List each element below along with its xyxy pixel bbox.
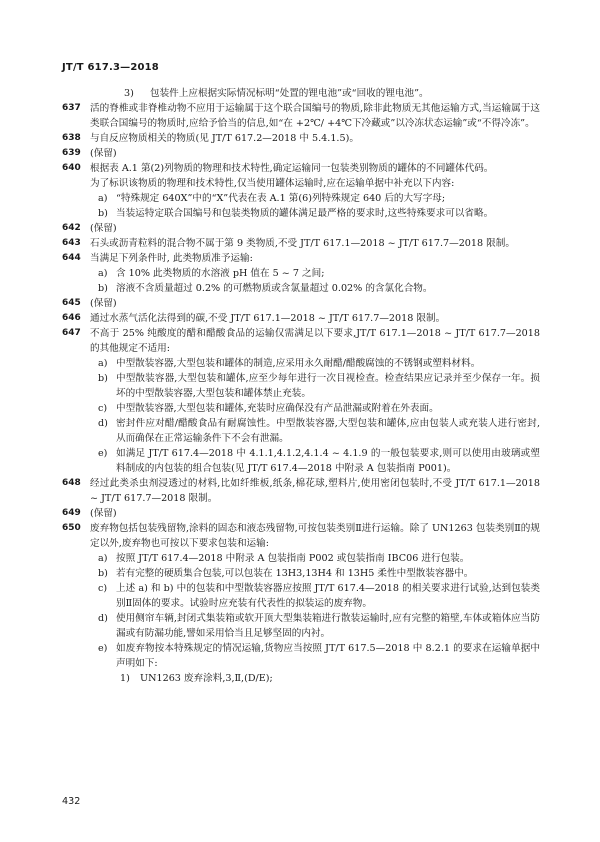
item-text: 溶液不含质量超过 0.2% 的可燃物质或含氯量超过 0.02% 的含氯化合物。 <box>116 283 433 294</box>
provision-text: 活的脊椎或非脊椎动物不应用于运输属于这个联合国编号的物质,除非此物质无其他运输方式,当运输属于这类联合国编号的物质时,应给予恰当的信息,如“在 +2℃/ +4℃下冷藏或”以冷冻状态运输”或“不得冷冻”。 <box>90 103 540 129</box>
provision-text: (保留) <box>90 298 117 309</box>
provision-643 <box>62 236 540 251</box>
provision-650 <box>62 521 540 551</box>
provision-text: 经过此类杀虫剂浸透过的材料,比如纤维板,纸条,棉花球,塑料片,使用密闭包装时,不受 JT/T 617.1—2018 ~ JT/T 617.7—2018 限制。 <box>90 478 540 504</box>
provision-text: 与自反应物质相关的物质(见 JT/T 617.2—2018 中 5.4.1.5)。 <box>90 133 359 144</box>
item-text: 按照 JT/T 617.4—2018 中附录 A 包装指南 P002 或包装指南 IBC06 进行包装。 <box>116 553 470 564</box>
provision-647-item-a <box>90 356 540 371</box>
provision-640 <box>62 161 540 176</box>
provision-644 <box>62 251 540 266</box>
item-label: d) <box>98 613 108 624</box>
provision-647 <box>62 326 540 356</box>
item-text: 中型散装容器,大型包装和罐体的制造,应采用永久耐醋/醋酸腐蚀的不锈钢或塑料材料。 <box>116 358 481 369</box>
provision-650-item-c <box>90 581 540 611</box>
provision-645 <box>62 296 540 311</box>
provision-647-item-b <box>90 371 540 401</box>
item-label: a) <box>98 358 108 369</box>
provision-650-item-b <box>90 566 540 581</box>
provision-text: 石头或沥青粒料的混合物不属于第 9 类物质,不受 JT/T 617.1—2018 ~ JT/T 617.7—2018 限制。 <box>90 238 515 249</box>
provision-650-item-e <box>90 641 540 671</box>
provision-644-item-a <box>90 266 540 281</box>
subitem-text: UN1263 废弃涂料,3,Ⅱ,(D/E); <box>140 673 273 684</box>
provision-640-item-b <box>90 206 540 221</box>
provision-text: 不高于 25% 纯酸度的醋和醋酸食品的运输仅需满足以下要求,JT/T 617.1—2018 ~ JT/T 617.7—2018 的其他规定不适用: <box>90 328 540 354</box>
item-label: c) <box>98 403 108 414</box>
provision-639 <box>62 146 540 161</box>
item-text: 若有完整的硬质集合包装,可以包装在 13H3,13H4 和 13H5 柔性中型散装容器中。 <box>116 568 474 579</box>
subitem-label: 1) <box>120 673 130 684</box>
item-label: a) <box>98 268 108 279</box>
item-label: b) <box>98 208 108 219</box>
provision-text: (保留) <box>90 148 117 159</box>
item-text: 中型散装容器,大型包装和罐体,充装时应确保没有产品泄漏或附着在外表面。 <box>116 403 439 414</box>
item-text: 如满足 JT/T 617.4—2018 中 4.1.1,4.1.2,4.1.4 ~ 4.1.9 的一般包装要求,则可以使用由玻璃或塑料制成的内包装的组合包装(见 JT/T 617.4—2018 中附录 A 包装指南 P001)。 <box>116 448 540 474</box>
provision-642 <box>62 221 540 236</box>
provision-number: 644 <box>62 253 81 263</box>
provision-650-item-d <box>90 611 540 641</box>
provision-647-item-c <box>90 401 540 416</box>
provision-number: 637 <box>62 103 81 113</box>
provision-number: 650 <box>62 523 81 533</box>
provision-number: 645 <box>62 298 81 308</box>
provision-text: 废弃物包括包装残留物,涂料的固态和液态残留物,可按包装类别Ⅱ进行运输。除了 UN1263 包装类别Ⅱ的规定以外,废弃物也可按以下要求包装和运输: <box>90 523 540 549</box>
provision-number: 646 <box>62 313 81 323</box>
item-label: b) <box>98 373 108 384</box>
item-label: c) <box>98 583 108 594</box>
provision-number: 638 <box>62 133 81 143</box>
provision-number: 642 <box>62 223 81 233</box>
item-label: a) <box>98 193 108 204</box>
provision-648 <box>62 476 540 506</box>
item-label: d) <box>98 418 108 429</box>
provision-text: (保留) <box>90 223 117 234</box>
provision-647-item-e <box>90 446 540 476</box>
provision-638 <box>62 131 540 146</box>
provision-number: 640 <box>62 163 81 173</box>
provision-640-item-a <box>90 191 540 206</box>
item-text: 当装运特定联合国编号和包装类物质的罐体满足最严格的要求时,这些特殊要求可以省略。 <box>116 208 494 219</box>
provision-text: 通过水蒸气活化法得到的碳,不受 JT/T 617.1—2018 ~ JT/T 617.7—2018 限制。 <box>90 313 446 324</box>
page-content <box>62 86 540 686</box>
provision-650-item-a <box>90 551 540 566</box>
provision-number: 649 <box>62 508 81 518</box>
provision-text: 根据表 A.1 第(2)列物质的物理和技术特性,确定运输同一包装类别物质的罐体的不同罐体代码。 <box>90 163 494 174</box>
provision-649 <box>62 506 540 521</box>
provision-number: 648 <box>62 478 81 488</box>
provision-646 <box>62 311 540 326</box>
page-number: 432 <box>62 796 81 807</box>
provision-text: (保留) <box>90 508 117 519</box>
provision-text: 当满足下列条件时, 此类物质准予运输: <box>90 253 253 264</box>
item-label: a) <box>98 553 108 564</box>
item-label: e) <box>98 643 108 654</box>
item-text: 中型散装容器,大型包装和罐体,应至少每年进行一次目视检查。检查结果应记录并至少保存一年。损坏的中型散装容器,大型包装和罐体禁止充装。 <box>116 373 540 399</box>
provision-644-item-b <box>90 281 540 296</box>
note-label: 3) <box>124 88 134 99</box>
item-text: 密封件应对醋/醋酸食品有耐腐蚀性。中型散装容器,大型包装和罐体,应由包装人或充装人进行密封,从而确保在正常运输条件下不会有泄漏。 <box>116 418 540 444</box>
item-text: 上述 a) 和 b) 中的包装和中型散装容器应按照 JT/T 617.4—2018 的相关要求进行试验,达到包装类别Ⅱ固体的要求。试验时应充装有代表性的拟装运的废弃物。 <box>116 583 540 609</box>
item-label: b) <box>98 568 108 579</box>
provision-number: 643 <box>62 238 81 248</box>
provision-637 <box>62 101 540 131</box>
note-text: 包装件上应根据实际情况标明“处置的锂电池”或“回收的锂电池”。 <box>150 88 429 99</box>
item-label: e) <box>98 448 108 459</box>
provision-640-paragraph: 为了标识该物质的物理和技术特性,仅当使用罐体运输时,应在运输单据中补充以下内容: <box>90 178 455 189</box>
provision-number: 639 <box>62 148 81 158</box>
provision-647-item-d <box>90 416 540 446</box>
item-text: 含 10% 此类物质的水溶液 pH 值在 5 ~ 7 之间; <box>116 268 325 279</box>
item-text: “特殊规定 640X”中的“X”代表在表 A.1 第(6)列特殊规定 640 后的大写字母; <box>116 193 446 204</box>
item-text: 如废弃物按本特殊规定的情况运输,货物应当按照 JT/T 617.5—2018 中 8.2.1 的要求在运输单据中声明如下: <box>116 643 540 669</box>
provision-number: 647 <box>62 328 81 338</box>
continued-note <box>124 86 540 101</box>
provision-650-subitem-1 <box>116 671 540 686</box>
item-text: 使用侧帘车辆,封闭式集装箱或软开顶大型集装箱进行散装运输时,应有完整的箱壁,车体或箱体应当防漏或有防漏功能,譬如采用恰当且足够坚固的内衬。 <box>116 613 540 639</box>
item-label: b) <box>98 283 108 294</box>
document-header: JT/T 617.3—2018 <box>62 62 159 73</box>
